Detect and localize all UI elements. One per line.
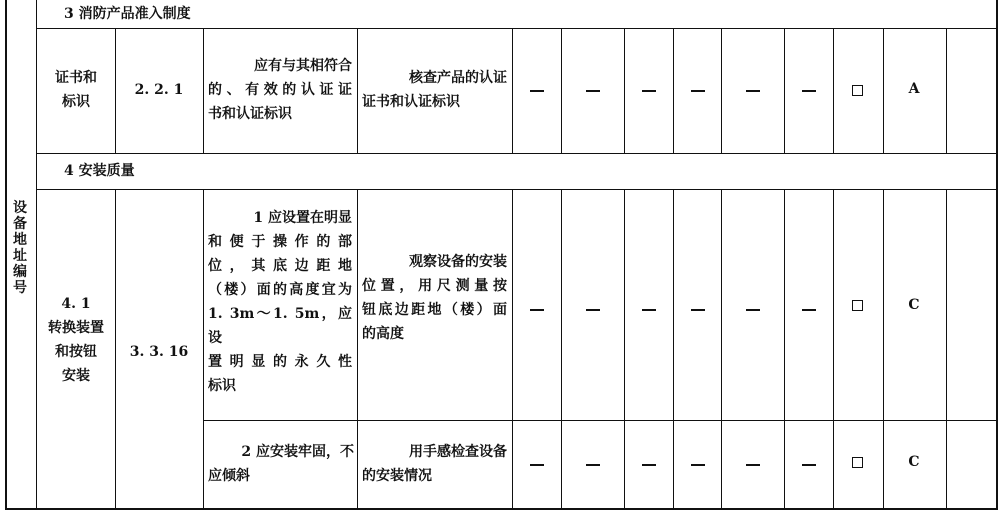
grid-line xyxy=(784,189,785,510)
side-label-char: 编 xyxy=(13,264,27,280)
grid-line xyxy=(115,189,116,510)
requirement-line: 位，其底边距地 xyxy=(208,258,352,274)
item-name-line: 和按钮 xyxy=(55,344,97,360)
item-name-line: 标识 xyxy=(62,94,90,110)
section-title: 4 安装质量 xyxy=(64,163,135,179)
method-line: 的高度 xyxy=(362,326,404,342)
method-line: 核查产品的认证 xyxy=(409,70,507,86)
requirement-line: 2 应安装牢固，不 xyxy=(241,444,354,460)
grid-line xyxy=(115,28,116,153)
mark-dash xyxy=(586,90,600,92)
item-name-line: 证书和 xyxy=(55,70,97,86)
mark-dash xyxy=(746,309,760,311)
method-cell xyxy=(362,440,507,488)
requirement-cell xyxy=(208,206,352,398)
mark-dash xyxy=(530,90,544,92)
grid-line xyxy=(561,189,562,510)
section-title: 3 消防产品准入制度 xyxy=(64,6,191,22)
mark-dash xyxy=(802,309,816,311)
grid-line xyxy=(512,28,513,153)
requirement-cell xyxy=(208,440,354,488)
mark-dash xyxy=(642,309,656,311)
grid-line xyxy=(946,189,947,510)
requirement-line: 标识 xyxy=(208,378,236,394)
grid-line xyxy=(36,153,997,154)
grid-line xyxy=(624,189,625,510)
grid-line xyxy=(624,28,625,153)
side-label-device-address-number xyxy=(11,200,29,296)
item-name-cell xyxy=(40,292,112,388)
grade-label: C xyxy=(908,454,920,470)
item-name-line: 安装 xyxy=(62,368,90,384)
grid-line xyxy=(357,189,358,510)
method-line: 证书和认证标识 xyxy=(362,94,460,110)
method-line: 观察设备的安装 xyxy=(409,254,507,270)
method-line: 钮底边距地（楼）面 xyxy=(362,302,507,318)
grid-line xyxy=(561,28,562,153)
grid-line xyxy=(883,189,884,510)
method-cell xyxy=(362,250,507,346)
grid-line xyxy=(203,420,997,421)
side-label-char: 设 xyxy=(13,200,27,216)
clause-number: 2. 2. 1 xyxy=(134,82,184,98)
grid-line xyxy=(721,189,722,510)
mark-dash xyxy=(691,464,705,466)
method-line: 位置，用尺测量按 xyxy=(362,278,507,294)
requirement-cell xyxy=(208,54,352,126)
grid-line xyxy=(833,28,834,153)
grid-line xyxy=(673,28,674,153)
grid-line xyxy=(996,0,998,510)
mark-dash xyxy=(642,90,656,92)
method-line: 的安装情况 xyxy=(362,468,432,484)
mark-dash xyxy=(530,309,544,311)
requirement-line: 1. 3m～1. 5m，应设 xyxy=(208,306,352,346)
grid-line xyxy=(36,0,37,510)
grade-label: A xyxy=(908,81,920,97)
side-label-char: 号 xyxy=(13,280,27,296)
requirement-line: 应有与其相符合 xyxy=(254,58,352,74)
checkbox[interactable] xyxy=(852,300,863,311)
mark-dash xyxy=(586,309,600,311)
method-line: 用手感检查设备 xyxy=(409,444,507,460)
mark-dash xyxy=(642,464,656,466)
grid-line xyxy=(946,28,947,153)
item-name-line: 4. 1 xyxy=(61,296,91,312)
mark-dash xyxy=(586,464,600,466)
requirement-line: 应倾斜 xyxy=(208,468,250,484)
item-name-line: 转换装置 xyxy=(48,320,104,336)
mark-dash xyxy=(802,464,816,466)
grid-line xyxy=(357,28,358,153)
grid-line xyxy=(5,0,7,510)
grid-line xyxy=(203,189,204,510)
requirement-line: 书和认证标识 xyxy=(208,106,292,122)
mark-dash xyxy=(530,464,544,466)
grid-line xyxy=(833,189,834,510)
requirement-line: （楼）面的高度宜为 xyxy=(208,282,352,298)
requirement-line: 置明显的永久性 xyxy=(208,354,352,370)
grade-label: C xyxy=(908,297,920,313)
grid-line xyxy=(36,189,997,190)
grid-line xyxy=(673,189,674,510)
mark-dash xyxy=(746,464,760,466)
checkbox[interactable] xyxy=(852,457,863,468)
side-label-char: 地 xyxy=(13,232,27,248)
clause-number: 3. 3. 16 xyxy=(129,344,189,360)
requirement-line: 1 应设置在明显 xyxy=(253,210,352,226)
grid-line xyxy=(36,28,997,29)
grid-line xyxy=(203,28,204,153)
mark-dash xyxy=(691,309,705,311)
grid-line xyxy=(784,28,785,153)
grid-line xyxy=(883,28,884,153)
mark-dash xyxy=(691,90,705,92)
requirement-line: 的、有效的认证证 xyxy=(208,82,352,98)
grid-line xyxy=(512,189,513,510)
checkbox[interactable] xyxy=(852,85,863,96)
mark-dash xyxy=(746,90,760,92)
grid-line xyxy=(721,28,722,153)
mark-dash xyxy=(802,90,816,92)
requirement-line: 和便于操作的部 xyxy=(208,234,352,250)
method-cell xyxy=(362,66,507,114)
side-label-char: 备 xyxy=(13,216,27,232)
side-label-char: 址 xyxy=(13,248,27,264)
item-name-cell xyxy=(40,66,112,114)
grid-line xyxy=(5,508,998,510)
